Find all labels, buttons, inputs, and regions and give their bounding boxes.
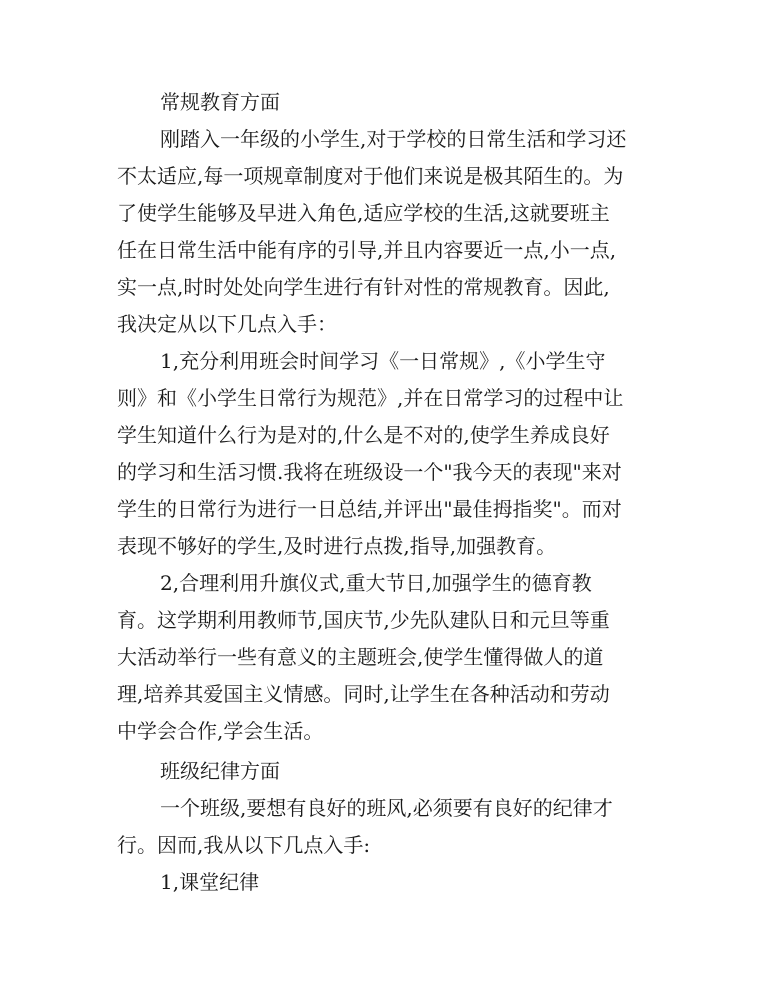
paragraph-item-2	[117, 565, 770, 750]
section-heading: 班级纪律方面	[160, 759, 280, 783]
text-line: 1,课堂纪律	[160, 870, 260, 894]
text-line: 2,合理利用升旗仪式,重大节日,加强学生的德育教	[160, 571, 592, 595]
paragraph-item-1	[117, 343, 770, 565]
text-line: 的学习和生活习惯.我将在班级设一个"我今天的表现"来对	[117, 460, 622, 484]
paragraph-discipline-intro	[117, 790, 770, 864]
paragraph-classroom-discipline	[117, 864, 770, 901]
text-line: 1,充分利用班会时间学习《一日常规》,《小学生守	[160, 349, 606, 373]
section-routine-education	[117, 84, 770, 750]
text-line: 我决定从以下几点入手：	[117, 312, 337, 336]
text-line: 表现不够好的学生,及时进行点拨,指导,加强教育。	[117, 534, 557, 558]
text-line: 大活动举行一些有意义的主题班会,使学生懂得做人的道	[117, 645, 604, 669]
text-line: 理,培养其爱国主义情感。同时,让学生在各种活动和劳动	[117, 682, 610, 706]
section-class-discipline	[117, 753, 770, 901]
text-line: 不太适应,每一项规章制度对于他们来说是极其陌生的。为	[117, 164, 624, 188]
text-line: 行。因而,我从以下几点入手:	[117, 833, 371, 857]
text-line: 学生的日常行为进行一日总结,并评出"最佳拇指奖"。而对	[117, 497, 622, 521]
text-line: 实一点,时时处处向学生进行有针对性的常规教育。因此,	[117, 275, 610, 299]
text-line: 育。这学期利用教师节,国庆节,少先队建队日和元旦等重	[117, 608, 610, 632]
text-line: 则》和《小学生日常行为规范》,并在日常学习的过程中让	[117, 386, 624, 410]
text-line: 任在日常生活中能有序的引导,并且内容要近一点,小一点,	[117, 238, 617, 262]
section-heading: 常规教育方面	[160, 90, 280, 114]
text-line: 了使学生能够及早进入角色,适应学校的生活,这就要班主	[117, 201, 610, 225]
text-line: 刚踏入一年级的小学生,对于学校的日常生活和学习还	[160, 127, 627, 151]
paragraph-intro	[117, 121, 770, 343]
text-line: 学生知道什么行为是对的,什么是不对的,使学生养成良好	[117, 423, 610, 447]
text-line: 一个班级,要想有良好的班风,必须要有良好的纪律才	[160, 796, 613, 820]
text-line: 中学会合作,学会生活。	[117, 719, 324, 743]
